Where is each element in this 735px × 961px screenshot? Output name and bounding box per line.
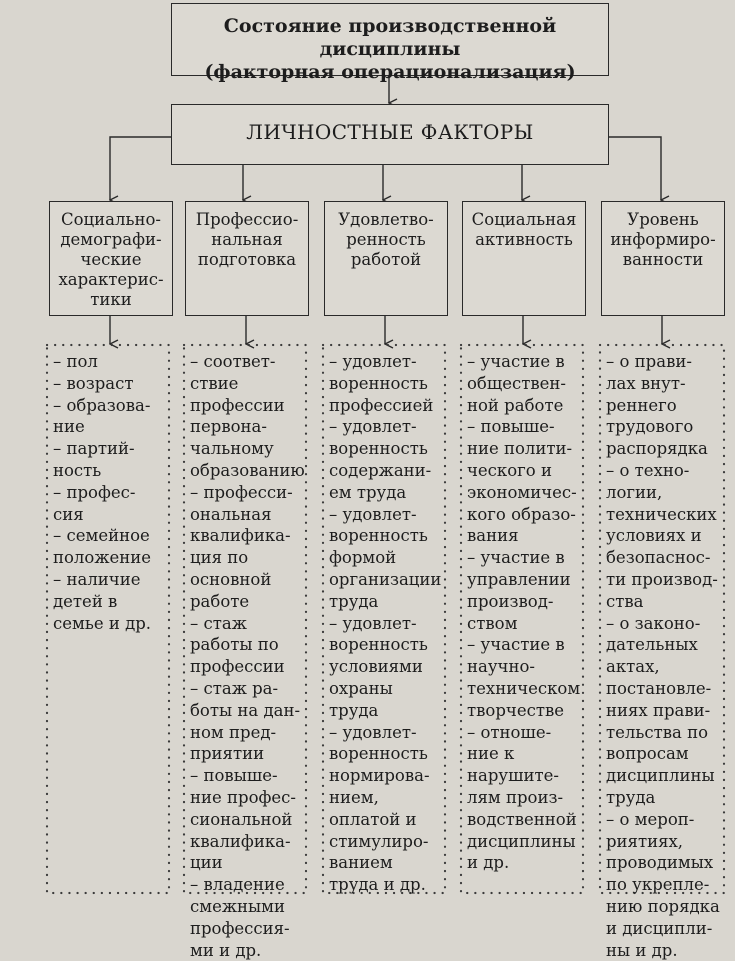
- item-line: – о техно-: [606, 460, 690, 480]
- item-line: логии,: [606, 482, 663, 502]
- item-line: труда и др.: [329, 875, 426, 895]
- item-line: сиональной: [190, 809, 293, 829]
- item-line: – профес-: [53, 482, 136, 502]
- factor-label-line: активность: [475, 230, 573, 249]
- item-line: тельства по: [606, 722, 709, 742]
- factor-label-line: характерис-: [58, 270, 164, 289]
- item-line: – удовлет-: [329, 352, 417, 371]
- factor-label-line: Уровень: [627, 210, 699, 229]
- item-line: – наличие: [53, 569, 141, 589]
- factor-label-line: демографи-: [60, 230, 162, 249]
- item-line: ем труда: [329, 482, 407, 502]
- item-line: охраны: [329, 678, 393, 698]
- item-line: – о прави-: [606, 352, 692, 371]
- item-line: лах внут-: [606, 373, 686, 393]
- item-line: нарушите-: [467, 766, 559, 786]
- item-line: приятии: [190, 744, 265, 764]
- item-line: профессии: [190, 395, 285, 415]
- item-line: по укрепле-: [606, 875, 710, 895]
- item-line: и др.: [467, 853, 510, 873]
- factor-label-line: подготовка: [197, 250, 297, 269]
- item-line: ние полити-: [467, 439, 573, 459]
- item-line: ной работе: [467, 395, 564, 415]
- factor-label-line: Профессио-: [195, 210, 299, 229]
- factor-label-line: ванности: [622, 250, 704, 269]
- item-line: – стаж ра-: [190, 678, 279, 698]
- item-line: – удовлет-: [329, 504, 417, 524]
- item-line: актах,: [606, 657, 660, 677]
- factor-label-line: Удовлетво-: [338, 210, 434, 229]
- item-line: проводимых: [606, 853, 714, 873]
- item-line: сия: [53, 504, 84, 524]
- item-line: – о законо-: [606, 613, 701, 633]
- item-line: смежными: [190, 896, 285, 916]
- item-line: ция по: [190, 548, 249, 568]
- item-line: квалифика-: [190, 526, 291, 546]
- item-line: распорядка: [606, 439, 708, 459]
- main-factor-box: [171, 104, 609, 165]
- item-line: – стаж: [190, 613, 247, 633]
- item-line: оплатой и: [329, 809, 417, 829]
- item-line: техническом: [467, 678, 581, 698]
- factor-box-awareness-level: [601, 201, 725, 316]
- item-line: воренность: [329, 373, 428, 393]
- item-line: ством: [467, 613, 518, 633]
- item-line: ции: [190, 853, 223, 873]
- item-line: вания: [467, 526, 519, 546]
- item-line: труда: [329, 591, 379, 611]
- item-line: первона-: [190, 417, 267, 437]
- item-line: воренность: [329, 635, 428, 655]
- title-line: (факторная операционализация): [204, 61, 576, 83]
- item-line: – о мероп-: [606, 809, 695, 829]
- arrow-main-to-factor-1: [110, 137, 171, 200]
- item-line: работы по: [190, 635, 279, 655]
- item-line: ние профес-: [190, 787, 296, 807]
- item-line: экономичес-: [467, 482, 577, 502]
- item-line: содержани-: [329, 460, 432, 480]
- main-factor-label: ЛИЧНОСТНЫЕ ФАКТОРЫ: [246, 120, 534, 144]
- item-line: ность: [53, 460, 102, 480]
- item-line: условиями: [329, 657, 423, 677]
- item-line: научно-: [467, 657, 535, 677]
- item-line: воренность: [329, 744, 428, 764]
- item-line: профессия-: [190, 918, 290, 938]
- item-line: воренность: [329, 439, 428, 459]
- item-line: – семейное: [53, 526, 150, 546]
- factor-label-line: нальная: [211, 230, 283, 249]
- factor-box-sociodemographic: [49, 201, 173, 316]
- item-line: формой: [329, 548, 397, 568]
- item-line: организации: [329, 569, 442, 589]
- item-line: образованию: [190, 460, 305, 480]
- item-line: ванием: [329, 853, 393, 873]
- item-line: ствие: [190, 373, 239, 393]
- item-line: воренность: [329, 526, 428, 546]
- item-line: дисциплины: [467, 831, 576, 851]
- factor-label-line: Социально-: [61, 210, 161, 229]
- item-line: реннего: [606, 395, 677, 415]
- item-line: детей в: [53, 591, 118, 611]
- item-line: – участие в: [467, 548, 565, 568]
- item-line: ти производ-: [606, 569, 718, 589]
- item-line: ны и др.: [606, 940, 678, 960]
- item-line: кого образо-: [467, 504, 576, 524]
- item-line: основной: [190, 569, 272, 589]
- factor-box-professional-training: [185, 201, 309, 316]
- item-line: – повыше-: [190, 766, 278, 786]
- item-line: ние к: [467, 744, 515, 764]
- item-line: – удовлет-: [329, 417, 417, 437]
- item-line: производ-: [467, 591, 554, 611]
- item-line: – професси-: [190, 482, 293, 502]
- title-box: [171, 3, 609, 83]
- item-line: ниях прави-: [606, 700, 711, 720]
- item-line: – образова-: [53, 395, 151, 415]
- item-line: – удовлет-: [329, 613, 417, 633]
- item-line: трудового: [606, 417, 694, 437]
- item-line: – партий-: [53, 439, 135, 459]
- factor-label-line: ческие: [80, 250, 142, 269]
- item-line: стимулиро-: [329, 831, 429, 851]
- item-line: квалифика-: [190, 831, 291, 851]
- item-line: ми и др.: [190, 940, 262, 960]
- item-line: постановле-: [606, 678, 712, 698]
- factor-label-line: ренность: [346, 230, 426, 249]
- item-line: творчестве: [467, 700, 565, 720]
- items-list-awareness-level: [600, 345, 724, 960]
- factor-label-line: тики: [90, 290, 132, 309]
- item-line: – участие в: [467, 635, 565, 655]
- item-line: нию порядка: [606, 896, 720, 916]
- item-line: ства: [606, 591, 644, 611]
- item-line: условиях и: [606, 526, 702, 546]
- item-line: семье и др.: [53, 613, 152, 633]
- item-line: труда: [329, 700, 379, 720]
- item-line: работе: [190, 591, 250, 611]
- item-line: дательных: [606, 635, 698, 655]
- item-line: профессии: [190, 657, 285, 677]
- item-line: водственной: [467, 809, 577, 829]
- item-line: – владение: [190, 875, 285, 895]
- item-line: ческого и: [467, 460, 552, 480]
- factor-box-social-activity: [462, 201, 586, 316]
- items-list-professional-training: [184, 345, 306, 960]
- item-line: – отноше-: [467, 722, 552, 742]
- title-line: Состояние производственной дисциплины: [223, 15, 557, 60]
- items-list-social-activity: [461, 345, 583, 893]
- item-line: – возраст: [53, 373, 134, 393]
- item-line: чальному: [190, 439, 274, 459]
- items-list-job-satisfaction: [323, 345, 445, 893]
- item-line: риятиях,: [606, 831, 684, 851]
- item-line: профессией: [329, 395, 434, 415]
- items-list-sociodemographic: [47, 345, 169, 893]
- item-line: нормирова-: [329, 766, 430, 786]
- item-line: – участие в: [467, 352, 565, 371]
- arrow-main-to-factor-5: [609, 137, 661, 200]
- factor-box-job-satisfaction: [324, 201, 448, 316]
- item-line: технических: [606, 504, 717, 524]
- item-line: труда: [606, 787, 656, 807]
- item-line: ном пред-: [190, 722, 277, 742]
- item-line: и дисципли-: [606, 918, 713, 938]
- item-line: дисциплины: [606, 766, 715, 786]
- item-line: ние: [53, 417, 85, 437]
- item-line: – удовлет-: [329, 722, 417, 742]
- factor-label-line: Социальная: [471, 210, 577, 229]
- item-line: боты на дан-: [190, 700, 301, 720]
- item-line: – повыше-: [467, 417, 555, 437]
- item-line: – пол: [53, 352, 98, 371]
- item-line: безопаснос-: [606, 548, 711, 568]
- item-line: нием,: [329, 787, 379, 807]
- factor-label-line: работой: [350, 250, 422, 269]
- item-line: ональная: [190, 504, 272, 524]
- item-line: вопросам: [606, 744, 689, 764]
- item-line: управлении: [467, 569, 571, 589]
- item-line: – соответ-: [190, 352, 276, 371]
- item-line: положение: [53, 548, 152, 568]
- item-line: лям произ-: [467, 787, 564, 807]
- item-line: обществен-: [467, 373, 566, 393]
- factor-label-line: информиро-: [610, 230, 716, 249]
